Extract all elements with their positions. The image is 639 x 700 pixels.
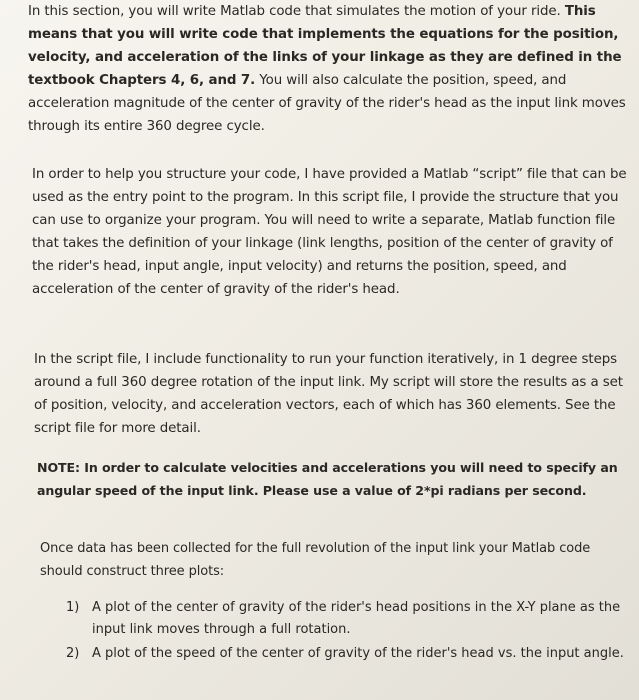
- list-item-number: 1): [66, 600, 80, 615]
- paragraph-intro: [28, 0, 633, 138]
- paragraph-iteration: In the script file, I include functionality to run your function iteratively, in 1 degree steps around a full 360 degree rotation of the input link. My script will store the results as a set of position, velocity, and acceleration vectors, each of which has 360 elements. See the script file for more detail.: [34, 352, 623, 436]
- intro-rest-sentence: You will also calculate the position, speed, and acceleration magnitude of the center of gravity of the rider's head as the input link moves through its entire 360 degree cycle.: [28, 73, 626, 134]
- plots-list: [66, 597, 626, 667]
- list-item: [66, 597, 626, 641]
- list-item: [66, 643, 626, 665]
- note-paragraph: NOTE: In order to calculate velocities and accelerations you will need to specify an angular speed of the input link. Please use a value of 2*pi radians per second.: [37, 460, 618, 498]
- list-item-text: A plot of the center of gravity of the rider's head positions in the X-Y plane as the input link moves through a full rotation.: [92, 600, 621, 637]
- paragraph-plots-intro: Once data has been collected for the full revolution of the input link your Matlab code should construct three plots:: [40, 541, 591, 579]
- intro-bold-sentence: This means that you will write code that implements the equations for the position, velocity, and acceleration of the links of your linkage as they are defined in the textbook Chapters 4, 6, and 7.: [28, 4, 622, 88]
- paragraph-script-file: In order to help you structure your code, I have provided a Matlab “script” file that can be used as the entry point to the program. In this script file, I provide the structure that you can use to organize your program. You will need to write a separate, Matlab function file that takes the definition of your linkage (link lengths, position of the center of gravity of the rider's head, input angle, input velocity) and returns the position, speed, and acceleration of the center of gravity of the rider's head.: [32, 167, 627, 297]
- list-item-number: 2): [66, 646, 80, 661]
- intro-sentence: In this section, you will write Matlab code that simulates the motion of your ride.: [28, 4, 561, 19]
- list-item-text: A plot of the speed of the center of gravity of the rider's head vs. the input angle.: [92, 646, 624, 661]
